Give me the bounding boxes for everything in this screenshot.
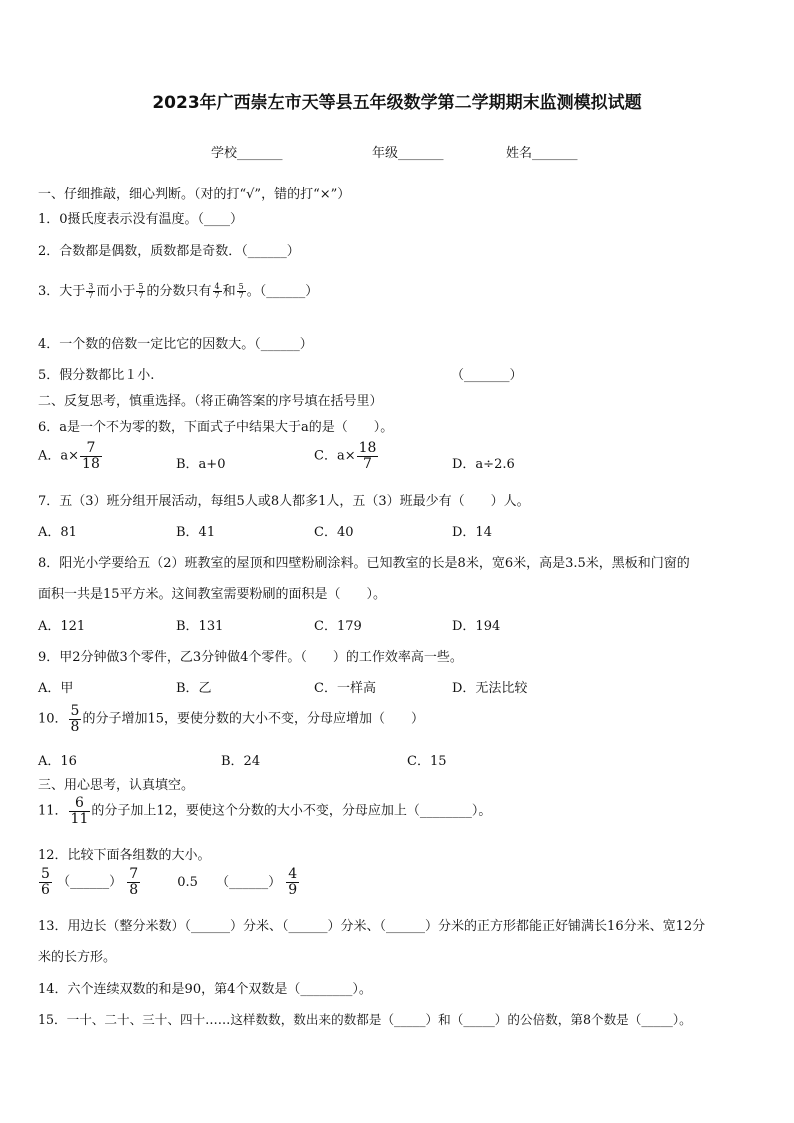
fraction: $\frac{5}{6}$ [41,866,50,898]
question-6-option-a: A．a× $\frac{7}{18}$ [38,440,100,472]
question-7-option-d: D．14 [452,525,492,540]
question-5-blank: （_______） [451,368,523,383]
question-10-option-a: A．16 [38,754,77,769]
section-1-heading: 一、仔细推敲，细心判断。（对的打“√”，错的打“×”） [38,187,351,202]
question-2: 2．合数都是偶数，质数都是奇数．（______） [38,244,300,259]
fraction: $\frac{3}{7}$ [88,281,94,300]
question-9-option-d: D．无法比较 [452,681,528,696]
question-9-option-a: A．甲 [38,681,74,696]
question-13-line-2: 米的长方形。 [38,950,117,965]
question-7-option-b: B．41 [176,525,216,540]
page-title: 2023年广西崇左市天等县五年级数学第二学期期末监测模拟试题 [152,93,642,113]
fraction: $\frac{7}{18}$ [82,440,100,472]
question-8-option-a: A．121 [38,619,86,634]
school-field: 学校_______ [211,146,283,161]
question-8-option-b: B．131 [176,619,224,634]
question-6-option-b: B．a+0 [176,457,226,472]
question-10-option-b: B．24 [221,754,261,769]
fraction: $\frac{5}{7}$ [138,281,144,300]
question-7-stem: 7．五（3）班分组开展活动，每组5人或8人都多1人，五（3）班最少有（ ）人。 [38,494,530,509]
question-9-option-c: C．一样高 [314,681,376,696]
question-11: 11． $\frac{6}{11}$ 的分子加上12，要使这个分数的大小不变，分母应加上（________）。 [38,795,492,827]
question-12-stem: 12．比较下面各组数的大小。 [38,848,211,863]
question-6-option-d: D．a÷2.6 [452,457,515,472]
question-15: 15．一十、二十、三十、四十……这样数数，数出来的数都是（_____）和（_____）的公倍数，第8个数是（_____）。 [38,1012,692,1027]
question-8-line-2: 面积一共是15平方米。这间教室需要粉刷的面积是（ ）。 [38,587,387,602]
fraction: $\frac{7}{8}$ [129,866,139,898]
question-6-option-c: C．a× $\frac{18}{7}$ [314,440,377,472]
question-8-line-1: 8．阳光小学要给五（2）班教室的屋顶和四壁粉刷涂料。已知教室的长是8米，宽6米，高是3.5米，黑板和门窗的 [38,556,690,571]
fraction: $\frac{5}{7}$ [238,281,244,300]
grade-field: 年级_______ [372,146,444,161]
question-8-option-c: C．179 [314,619,362,634]
section-3-heading: 三、用心思考，认真填空。 [38,778,195,793]
question-3: 3．大于 $\frac{3}{7}$ 而小于 $\frac{5}{7}$ 的分数只有 $\frac{4}{7}$ 和 $\frac{5}{7}$ 。（______） [38,281,319,300]
section-2-heading: 二、反复思考，慎重选择。（将正确答案的序号填在括号里） [38,394,383,409]
question-4: 4．一个数的倍数一定比它的因数大。（______） [38,337,313,352]
fraction: $\frac{5}{8}$ [70,703,80,735]
fraction: $\frac{6}{11}$ [70,795,89,827]
question-8-option-d: D．194 [452,619,501,634]
question-12-comparisons: $\frac{5}{6}$ （______） $\frac{7}{8}$ 0.5 （______） $\frac{4}{9}$ [41,866,298,898]
question-7-option-c: C．40 [314,525,354,540]
fraction: $\frac{18}{7}$ [358,440,377,472]
name-field: 姓名_______ [506,146,578,161]
question-14: 14．六个连续双数的和是90，第4个双数是（________）。 [38,982,372,997]
question-5: 5．假分数都比１小. [38,368,155,383]
fraction: $\frac{4}{7}$ [214,281,220,300]
fraction: $\frac{4}{9}$ [288,866,298,898]
question-7-option-a: A．81 [38,525,77,540]
question-1: 1．0摄氏度表示没有温度。（____） [38,212,244,227]
question-13-line-1: 13．用边长（整分米数）（______）分米、（______）分米、（______）分米的正方形都能正好铺满长16分米、宽12分 [38,919,706,934]
question-9-stem: 9．甲2分钟做3个零件，乙3分钟做4个零件。（ ）的工作效率高一些。 [38,650,463,665]
question-10-stem: 10． $\frac{5}{8}$ 的分子增加15，要使分数的大小不变，分母应增加（ ） [38,703,425,735]
question-6-stem: 6．a是一个不为零的数，下面式子中结果大于a的是（ ）。 [38,420,394,435]
question-9-option-b: B．乙 [176,681,212,696]
question-10-option-c: C．15 [407,754,447,769]
